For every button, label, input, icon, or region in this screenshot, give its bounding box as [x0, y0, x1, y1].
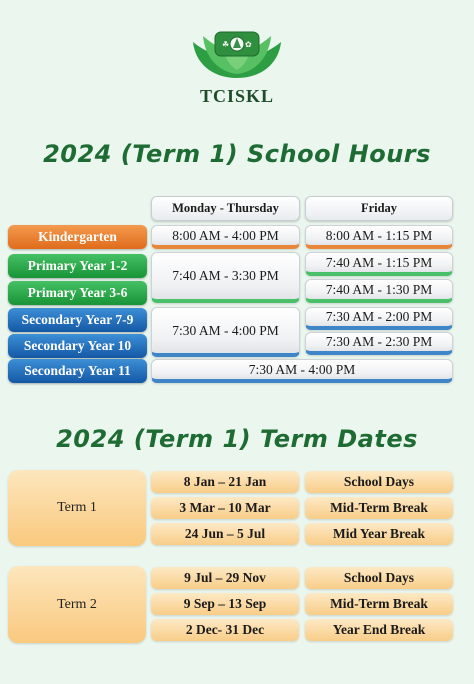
- term-1-row-3-range: 24 Jun – 5 Jul: [151, 523, 299, 545]
- term-2-row-1-range: 9 Jul – 29 Nov: [151, 567, 299, 589]
- primary-mon-thu: 7:40 AM - 3:30 PM: [151, 252, 300, 303]
- row-label-secondary-7-9: Secondary Year 7-9: [8, 308, 147, 332]
- term-2-label: Term 2: [8, 566, 146, 643]
- term-2-row-3-range: 2 Dec- 31 Dec: [151, 619, 299, 641]
- brand-name: TCISKL: [199, 86, 275, 106]
- term-2-row-3-kind: Year End Break: [305, 619, 453, 641]
- col-header-fri: Friday: [305, 196, 453, 221]
- svg-text:☘: ☘: [222, 40, 230, 49]
- primary-1-2-fri: 7:40 AM - 1:15 PM: [305, 252, 453, 276]
- secondary-7-10-mon-thu: 7:30 AM - 4:00 PM: [151, 307, 300, 357]
- term-1-row-1-range: 8 Jan – 21 Jan: [151, 471, 299, 493]
- term-1-row-3-kind: Mid Year Break: [305, 523, 453, 545]
- row-label-primary-3-6: Primary Year 3-6: [8, 281, 147, 305]
- row-label-kindergarten: Kindergarten: [8, 225, 147, 249]
- term-dates-title: 2024 (Term 1) Term Dates: [56, 425, 418, 453]
- school-logo: [191, 28, 283, 82]
- row-label-secondary-10: Secondary Year 10: [8, 334, 147, 358]
- primary-3-6-fri: 7:40 AM - 1:30 PM: [305, 279, 453, 303]
- term-2-row-1-kind: School Days: [305, 567, 453, 589]
- kindergarten-fri: 8:00 AM - 1:15 PM: [305, 225, 453, 249]
- term-2-row-2-kind: Mid-Term Break: [305, 593, 453, 615]
- term-1-row-1-kind: School Days: [305, 471, 453, 493]
- term-1-label: Term 1: [8, 470, 146, 546]
- secondary-7-9-fri: 7:30 AM - 2:00 PM: [305, 307, 453, 330]
- secondary-11-all-week: 7:30 AM - 4:00 PM: [151, 359, 453, 383]
- svg-text:✿: ✿: [245, 40, 252, 49]
- school-hours-title: 2024 (Term 1) School Hours: [43, 140, 431, 168]
- col-header-mon-thu: Monday - Thursday: [151, 196, 300, 221]
- kindergarten-mon-thu: 8:00 AM - 4:00 PM: [151, 225, 300, 249]
- row-label-secondary-11: Secondary Year 11: [8, 359, 147, 383]
- row-label-primary-1-2: Primary Year 1-2: [8, 254, 147, 278]
- term-1-row-2-range: 3 Mar – 10 Mar: [151, 497, 299, 519]
- term-2-row-2-range: 9 Sep – 13 Sep: [151, 593, 299, 615]
- term-1-row-2-kind: Mid-Term Break: [305, 497, 453, 519]
- secondary-10-fri: 7:30 AM - 2:30 PM: [305, 332, 453, 355]
